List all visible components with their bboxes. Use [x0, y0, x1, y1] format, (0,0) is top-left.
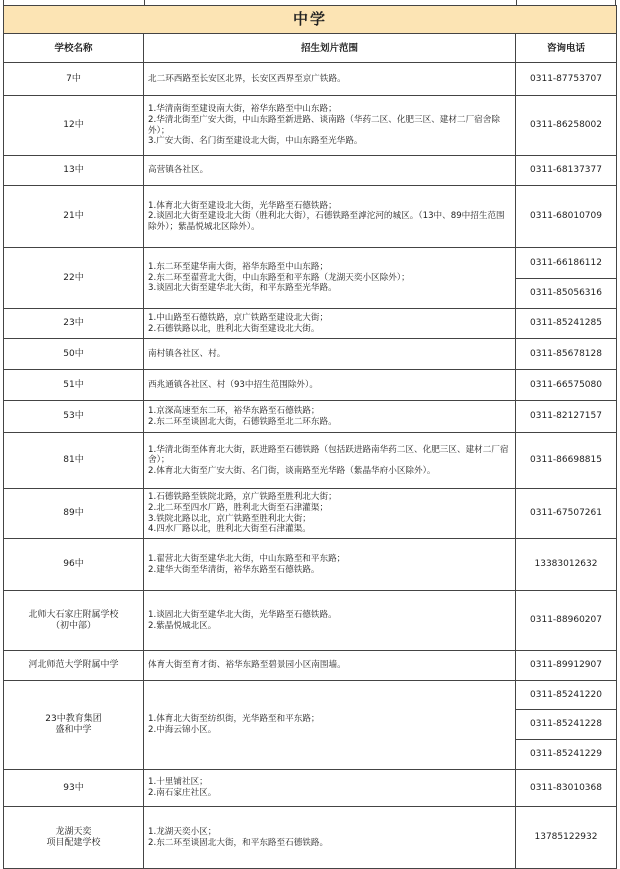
school-name-cell	[4, 489, 144, 539]
phone-cell: 0311-86698815	[516, 433, 617, 489]
enrollment-range-cell	[144, 96, 516, 156]
table-row	[4, 156, 617, 186]
school-name-cell	[4, 433, 144, 489]
phone-cell: 0311-82127157	[516, 401, 617, 433]
text-line: 1.谈固北大街至建华北大街，光华路至石德铁路。	[148, 609, 337, 620]
text-line: 2.东二环至谈固北大街，石德铁路至北二环东路。	[148, 416, 337, 427]
text-line: 西兆通镇各社区、村（93中招生范围除外）。	[148, 379, 318, 390]
text-line: 53中	[63, 411, 84, 421]
text-line: 1.东二环至建华南大街，裕华东路至中山东路；	[148, 262, 329, 273]
enrollment-range-cell	[144, 651, 516, 681]
text-line: 23中教育集团	[45, 714, 102, 724]
text-line: 1.翟营北大街至建华北大街，中山东路至和平东路；	[148, 553, 346, 564]
text-line: 2.中海云锦小区。	[148, 725, 217, 735]
text-line: 1.体育北大街至纺织街，光华路至和平东路；	[148, 714, 320, 725]
header-row	[4, 34, 617, 63]
table-row	[4, 309, 617, 339]
table-row	[4, 807, 617, 869]
text-line: 2.紫晶悦城北区。	[148, 620, 217, 631]
enrollment-range-cell	[144, 433, 516, 489]
phone-cell: 0311-85241220	[516, 681, 617, 710]
phone-cell: 0311-85241285	[516, 309, 617, 339]
school-name-cell	[4, 401, 144, 433]
text-line: 93中	[63, 782, 84, 793]
phone-cell: 0311-86258002	[516, 96, 617, 156]
table-row	[4, 591, 617, 651]
enrollment-range-cell	[144, 156, 516, 186]
enrollment-range-cell	[144, 401, 516, 433]
header-school: 学校名称	[4, 34, 144, 63]
phone-cell: 0311-85056316	[516, 279, 617, 309]
school-name-cell	[4, 156, 144, 186]
text-line: 1.华清北街至体育北大街，跃进路至石德铁路（包括跃进路南华药二区、化肥三区、建材二厂宿舍）；	[148, 444, 509, 466]
phone-cell: 0311-68137377	[516, 156, 617, 186]
text-line: 高营镇各社区。	[148, 165, 209, 176]
phone-cell: 0311-83010368	[516, 770, 617, 807]
phone-cell: 0311-88960207	[516, 591, 617, 651]
text-line: 7中	[66, 73, 81, 84]
table-row	[4, 96, 617, 156]
text-line: 1.十里铺社区；	[148, 777, 208, 788]
text-line: 3.谈固北大街至建华北大街，和平东路至光华路。	[148, 283, 337, 294]
text-line: 2.南石家庄社区。	[148, 788, 217, 798]
phone-cell: 0311-89912907	[516, 651, 617, 681]
text-line: 1.中山路至石德铁路，京广铁路至建设北大街；	[148, 312, 329, 323]
phone-cell: 0311-68010709	[516, 186, 617, 248]
text-line: 21中	[63, 211, 84, 221]
text-line: 12中	[63, 120, 84, 130]
phone-cell: 0311-66186112	[516, 248, 617, 279]
table-body	[4, 63, 617, 869]
enrollment-range-cell	[144, 63, 516, 96]
text-line: 50中	[63, 348, 84, 359]
table-row	[4, 370, 617, 401]
enrollment-range-cell	[144, 807, 516, 869]
header-phone: 咨询电话	[516, 34, 617, 63]
school-name-cell	[4, 186, 144, 248]
school-name-cell	[4, 309, 144, 339]
text-line: 1.石德铁路至铁院北路，京广铁路至胜利北大街；	[148, 492, 337, 503]
enrollment-range-cell	[144, 309, 516, 339]
enrollment-range-cell	[144, 186, 516, 248]
enrollment-range-cell	[144, 770, 516, 807]
text-line: 3.广安大街、名门街至建设北大街，中山东路至光华路。	[148, 136, 363, 147]
phone-cell: 13785122932	[516, 807, 617, 869]
text-line: 盛和中学	[55, 725, 92, 735]
school-name-cell	[4, 339, 144, 370]
text-line: 4.四水厂路以北，胜利北大街至石津灌渠。	[148, 524, 311, 535]
school-name-cell	[4, 770, 144, 807]
text-line: 2.东二环至翟营北大街，中山东路至和平东路（龙湖天奕小区除外）；	[148, 272, 410, 283]
phone-cell: 0311-87753707	[516, 63, 617, 96]
table-row	[4, 186, 617, 248]
school-name-cell	[4, 63, 144, 96]
section-title: 中学	[4, 6, 617, 34]
text-line: 体育大街至育才街、裕华东路至碧景园小区南围墙。	[148, 660, 346, 671]
enrollment-table	[3, 5, 617, 869]
text-line: 2.北二环至四水厂路，胜利北大街至石津灌渠；	[148, 502, 329, 513]
table-row	[4, 489, 617, 539]
text-line: 南村镇各社区、村。	[148, 348, 226, 359]
text-line: 89中	[63, 508, 84, 518]
school-name-cell	[4, 651, 144, 681]
table-row	[4, 770, 617, 807]
table-row	[4, 63, 617, 96]
enrollment-range-cell	[144, 489, 516, 539]
text-line: 3.铁院北路以北，京广铁路至胜利北大街；	[148, 513, 311, 524]
enrollment-range-cell	[144, 681, 516, 770]
text-line: （初中部）	[50, 620, 96, 631]
enrollment-range-cell	[144, 370, 516, 401]
school-name-cell	[4, 807, 144, 869]
text-line: 2.体育北大街至广安大街、名门街，谈南路至光华路（紫晶华府小区除外）。	[148, 465, 436, 476]
phone-cell: 0311-85678128	[516, 339, 617, 370]
text-line: 96中	[63, 559, 84, 569]
text-line: 22中	[63, 272, 84, 283]
text-line: 河北师范大学附属中学	[28, 660, 119, 670]
phone-cell: 0311-66575080	[516, 370, 617, 401]
enrollment-range-cell	[144, 248, 516, 309]
enrollment-range-cell	[144, 539, 516, 591]
school-name-cell	[4, 539, 144, 591]
text-line: 2.华清北街至广安大街，中山东路至新进路、谈南路（华药二区、化肥三区、建材二厂宿舍除外）；	[148, 114, 500, 136]
text-line: 龙湖天奕	[55, 826, 92, 837]
text-line: 2.谈固北大街至建设北大街（胜利北大街），石德铁路至滹沱河的城区。（13中、89中招生范围除外）；紫晶悦城北区除外）。	[148, 211, 505, 232]
header-range: 招生划片范围	[144, 34, 516, 63]
text-line: 1.华清南街至建设南大街，裕华东路至中山东路；	[148, 104, 337, 115]
table-row	[4, 539, 617, 591]
text-line: 13中	[63, 165, 84, 175]
enrollment-range-cell	[144, 591, 516, 651]
phone-cell: 0311-67507261	[516, 489, 617, 539]
text-line: 51中	[63, 379, 84, 390]
table-row	[4, 339, 617, 370]
school-name-cell	[4, 248, 144, 309]
text-line: 2.石德铁路以北，胜利北大街至建设北大街。	[148, 323, 320, 334]
text-line: 1.龙湖天奕小区；	[148, 826, 217, 837]
text-line: 1.京深高速至东二环，裕华东路至石德铁路；	[148, 405, 320, 416]
table-row	[4, 681, 617, 710]
text-line: 2.建华大街至华清街，裕华东路至石德铁路。	[148, 564, 320, 575]
text-line: 北二环西路至长安区北界，长安区西界至京广铁路。	[148, 73, 346, 84]
school-name-cell	[4, 96, 144, 156]
phone-cell: 0311-85241229	[516, 740, 617, 770]
school-name-cell	[4, 370, 144, 401]
text-line: 1.体育北大街至建设北大街，光华路至石德铁路；	[148, 200, 337, 211]
text-line: 81中	[63, 455, 84, 465]
phone-cell: 0311-85241228	[516, 710, 617, 740]
enrollment-range-cell	[144, 339, 516, 370]
table-row	[4, 433, 617, 489]
school-name-cell	[4, 591, 144, 651]
section-title-row	[4, 6, 617, 34]
phone-cell: 13383012632	[516, 539, 617, 591]
text-line: 23中	[63, 318, 84, 328]
table-row	[4, 401, 617, 433]
text-line: 北师大石家庄附属学校	[28, 609, 119, 620]
text-line: 项目配建学校	[46, 837, 101, 848]
school-name-cell	[4, 681, 144, 770]
text-line: 2.东二环至谈固北大街，和平东路至石德铁路。	[148, 837, 329, 848]
table-row	[4, 651, 617, 681]
table-row	[4, 248, 617, 279]
